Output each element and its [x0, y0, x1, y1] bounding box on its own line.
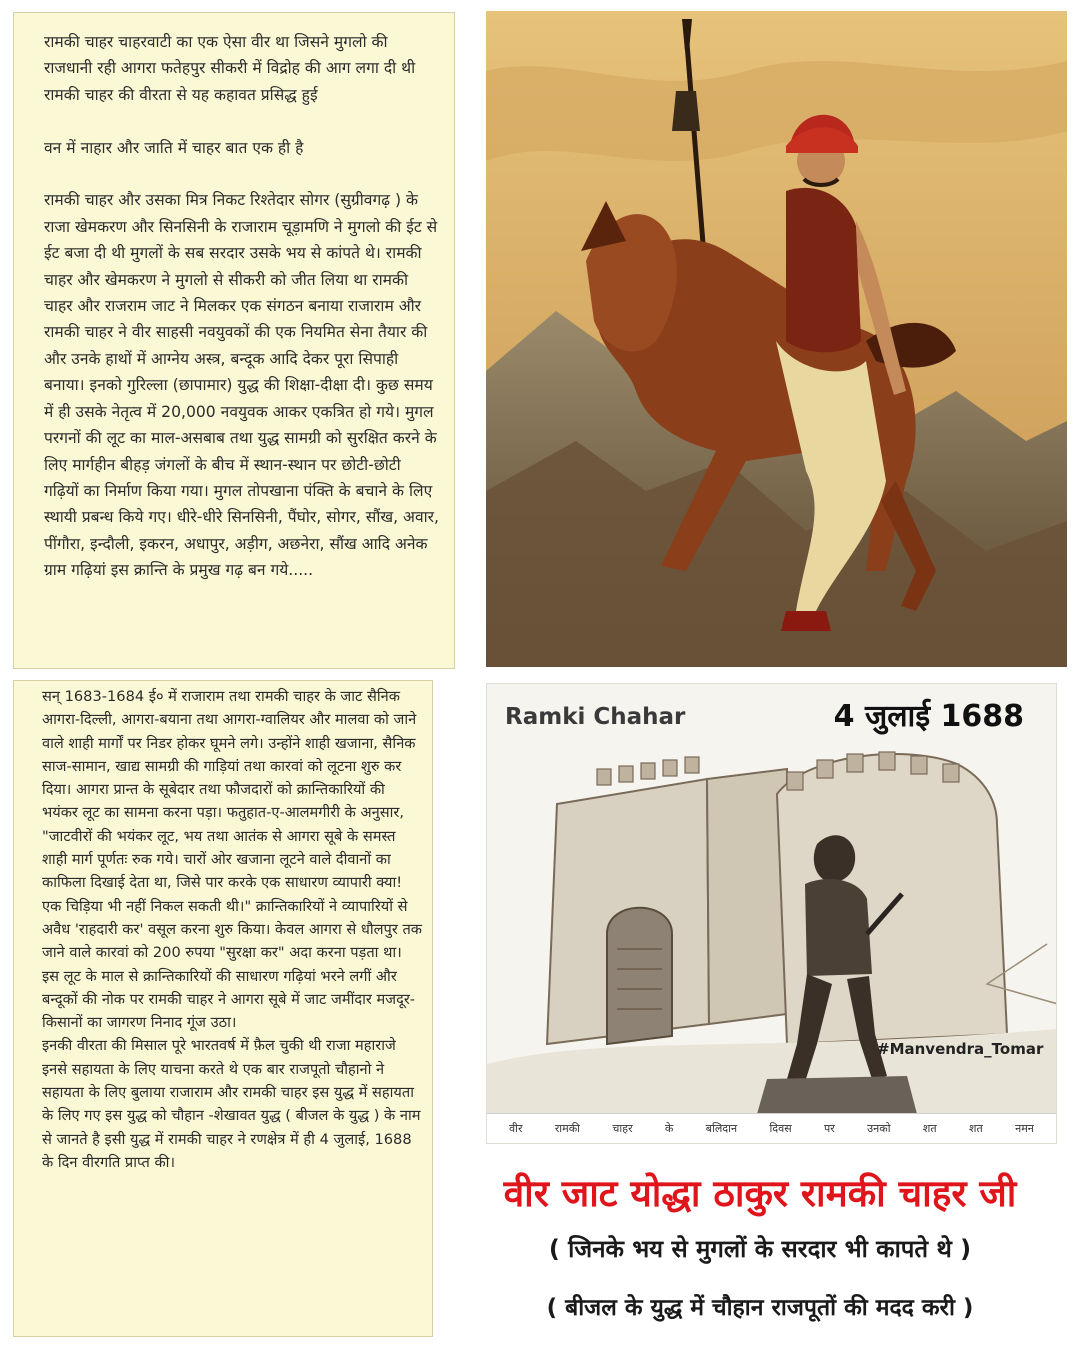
subline-fear: ( जिनके भय से मुगलों के सरदार भी कापते थे ) — [548, 1235, 972, 1263]
strip-word: रामकी — [554, 1122, 581, 1135]
tribute-sketch-card — [486, 683, 1057, 1144]
strip-word: उनको — [867, 1122, 891, 1135]
strip-word: के — [664, 1122, 674, 1135]
card-date-label: 4 जुलाई 1688 — [833, 699, 1024, 734]
card-hashtag: #Manvendra_Tomar — [877, 1040, 1044, 1058]
card-name-label: Ramki Chahar — [505, 704, 686, 730]
strip-word: शत — [969, 1122, 983, 1135]
tribute-strip — [487, 1113, 1056, 1143]
subline-bijal-war: ( बीजल के युद्ध में चौहान राजपूतों की मदद करी ) — [546, 1295, 974, 1321]
intro-text: रामकी चाहर चाहरवाटी का एक ऐसा वीर था जिसने मुगलो की राजधानी रही आगरा फतेहपुर सीकरी में विद्रोह की आग लगा दी थी रामकी चाहर की वीरता से यह कहावत प्रसिद्ध हुई वन में नाहार और जाति में चाहर बात एक ही है रामकी चाहर और उसका मित्र निकट रिश्तेदार सोगर (सुग्रीवगढ़ ) के राजा खेमकरण और सिनसिनी के राजाराम चूड़ामणि ने मुगलो की ईट से ईट बजा दी थी मुगलों के सब सरदार उसके भय से कांपते थे। रामकी चाहर और खेमकरण ने मुगलो से सीकरी को जीत लिया था रामकी चाहर और राजराम जाट ने मिलकर एक संगठन बनाया राजाराम और रामकी चाहर ने वीर साहसी नवयुवकों की एक नियमित सेना तैयार की और उनके हाथों में आग्नेय अस्त्र, बन्दूक आदि देकर पूरा सिपाही बनाया। इनको गुरिल्ला (छापामार) युद्ध की शिक्षा-दीक्षा दी। कुछ समय में ही उसके नेतृत्व में 20,000 नवयुवक आकर एकत्रित हो गये। मुगल परगनों की लूट का माल-असबाब तथा युद्ध सामग्री को सुरक्षित करने के लिए मार्गहीन बीहड़ जंगलों के बीच में स्थान-स्थान पर छोटी-छोटी गढ़ियों का निर्माण किया गया। मुगल तोपखाना पंक्ति के बचाने के लिए स्थायी प्रबन्ध किये गए। धीरे-धीरे सिनसिनी, पैंघोर, सोगर, सौंख, अवार, पींगौरा, इन्दौली, इकरन, अधापुर, अड़ीग, अछनेरा, सौंख आदि अनेक ग्राम गढ़ियां इस क्रान्ति के प्रमुख गढ़ बन गये..... — [44, 33, 440, 580]
horseman-painting — [486, 11, 1067, 667]
strip-word: वीर — [509, 1122, 523, 1135]
strip-word: दिवस — [769, 1122, 792, 1135]
history-text-panel — [13, 680, 433, 1337]
headline: वीर जाट योद्धा ठाकुर रामकी चाहर जी — [503, 1172, 1017, 1215]
strip-word: बलिदान — [705, 1122, 738, 1135]
strip-word: नमन — [1015, 1122, 1034, 1135]
strip-word: चाहर — [612, 1122, 633, 1135]
strip-word: शत — [922, 1122, 937, 1135]
history-text: सन् 1683-1684 ई० में राजाराम तथा रामकी चाहर के जाट सैनिक आगरा-दिल्ली, आगरा-बयाना तथा आगरा-ग्वालियर और मालवा को जाने वाले शाही मार्गों पर निडर होकर घूमने लगे। उन्होंने शाही खजाना, सैनिक साज-सामान, खाद्य सामग्री की गाड़ियां तथा कारवां को लूटना शुरु कर दिया। आगरा प्रान्त के सूबेदार तथा फौजदारों को क्रान्तिकारियों की भयंकर लूट का सामना करना पड़ा। फतुहात-ए-आलमगीरी के अनुसार, "जाटवीरों की भयंकर लूट, भय तथा आतंक से आगरा सूबे के समस्त शाही मार्ग पूर्णतः रुक गये। चारों ओर खजाना लूटने वाले दीवानों का काफिला दिखाई देता था, जिसे पार करके एक साधारण व्यापारी क्या! एक चिड़िया भी नहीं निकल सकती थी।" क्रान्तिकारियों ने व्यापारियों से अवैध 'राहदारी कर' वसूल करना शुरु किया। केवल आगरा से धौलपुर तक जाने वाले कारवां को 200 रुपया "सुरक्षा कर" अदा करना पड़ता था। इस लूट के माल से क्रान्तिकारियों की साधारण गढ़ियां भरने लगीं और बन्दूकों की नोक पर रामकी चाहर ने आगरा सूबे में जाट जमींदार मजदूर-किसानों का जागरण निनाद गूंज उठा। इनकी वीरता की मिसाल पूरे भारतवर्ष में फ़ैल चुकी थी राजा महाराजे इनसे सहायता के लिए याचना करते थे एक बार राजपूतो चौहानो ने सहायता के लिए बुलाया राजाराम और रामकी चाहर इस युद्ध में सहायता के लिए गए इस युद्ध को चौहान -शेखावत युद्ध ( बीजल के युद्ध ) के नाम से जानते है इसी युद्ध में रामकी चाहर ने रणक्षेत्र में ही 4 जुलाई, 1688 के दिन वीरगति प्राप्त की। — [42, 688, 422, 1171]
intro-text-panel — [13, 12, 455, 669]
strip-word: पर — [824, 1122, 835, 1135]
